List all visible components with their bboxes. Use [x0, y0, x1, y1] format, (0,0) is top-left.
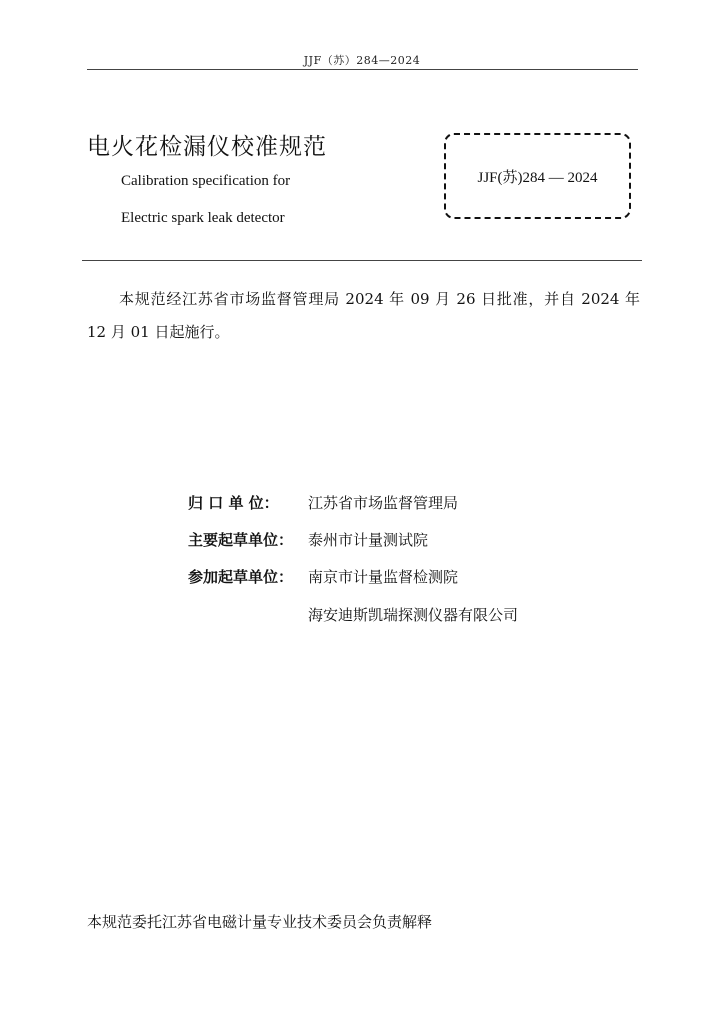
standard-code-box: [444, 133, 631, 219]
document-title-chinese: 电火花检漏仪校准规范: [87, 134, 327, 160]
standard-code-text: JJF(苏)284 — 2024: [477, 170, 598, 186]
org-value-main-drafter: 泰州市计量测试院: [308, 531, 429, 549]
org-label-main-drafter: 主要起草单位：: [188, 531, 294, 549]
interpretation-note: 本规范委托江苏省电磁计量专业技术委员会负责解释: [87, 913, 433, 931]
org-value-responsible: 江苏省市场监督管理局: [308, 494, 459, 512]
header-standard-code: JJF（苏）284—2024: [303, 54, 421, 67]
title-divider: [82, 260, 642, 261]
document-title-english-line1: Calibration specification for: [121, 173, 291, 189]
org-value-participating-1: 南京市计量监督检测院: [308, 568, 459, 586]
header-divider: [87, 69, 638, 70]
org-value-participating-2: 海安迪斯凯瑞探测仪器有限公司: [308, 606, 519, 624]
org-label-participating: 参加起草单位：: [188, 568, 294, 586]
approval-statement: 本规范经江苏省市场监督管理局 2024 年 09 月 26 日批准，并自 2024 年 12 月 01 日起施行。: [87, 290, 640, 341]
org-label-responsible: 归 口 单 位：: [188, 494, 279, 512]
document-title-english-line2: Electric spark leak detector: [121, 210, 285, 226]
